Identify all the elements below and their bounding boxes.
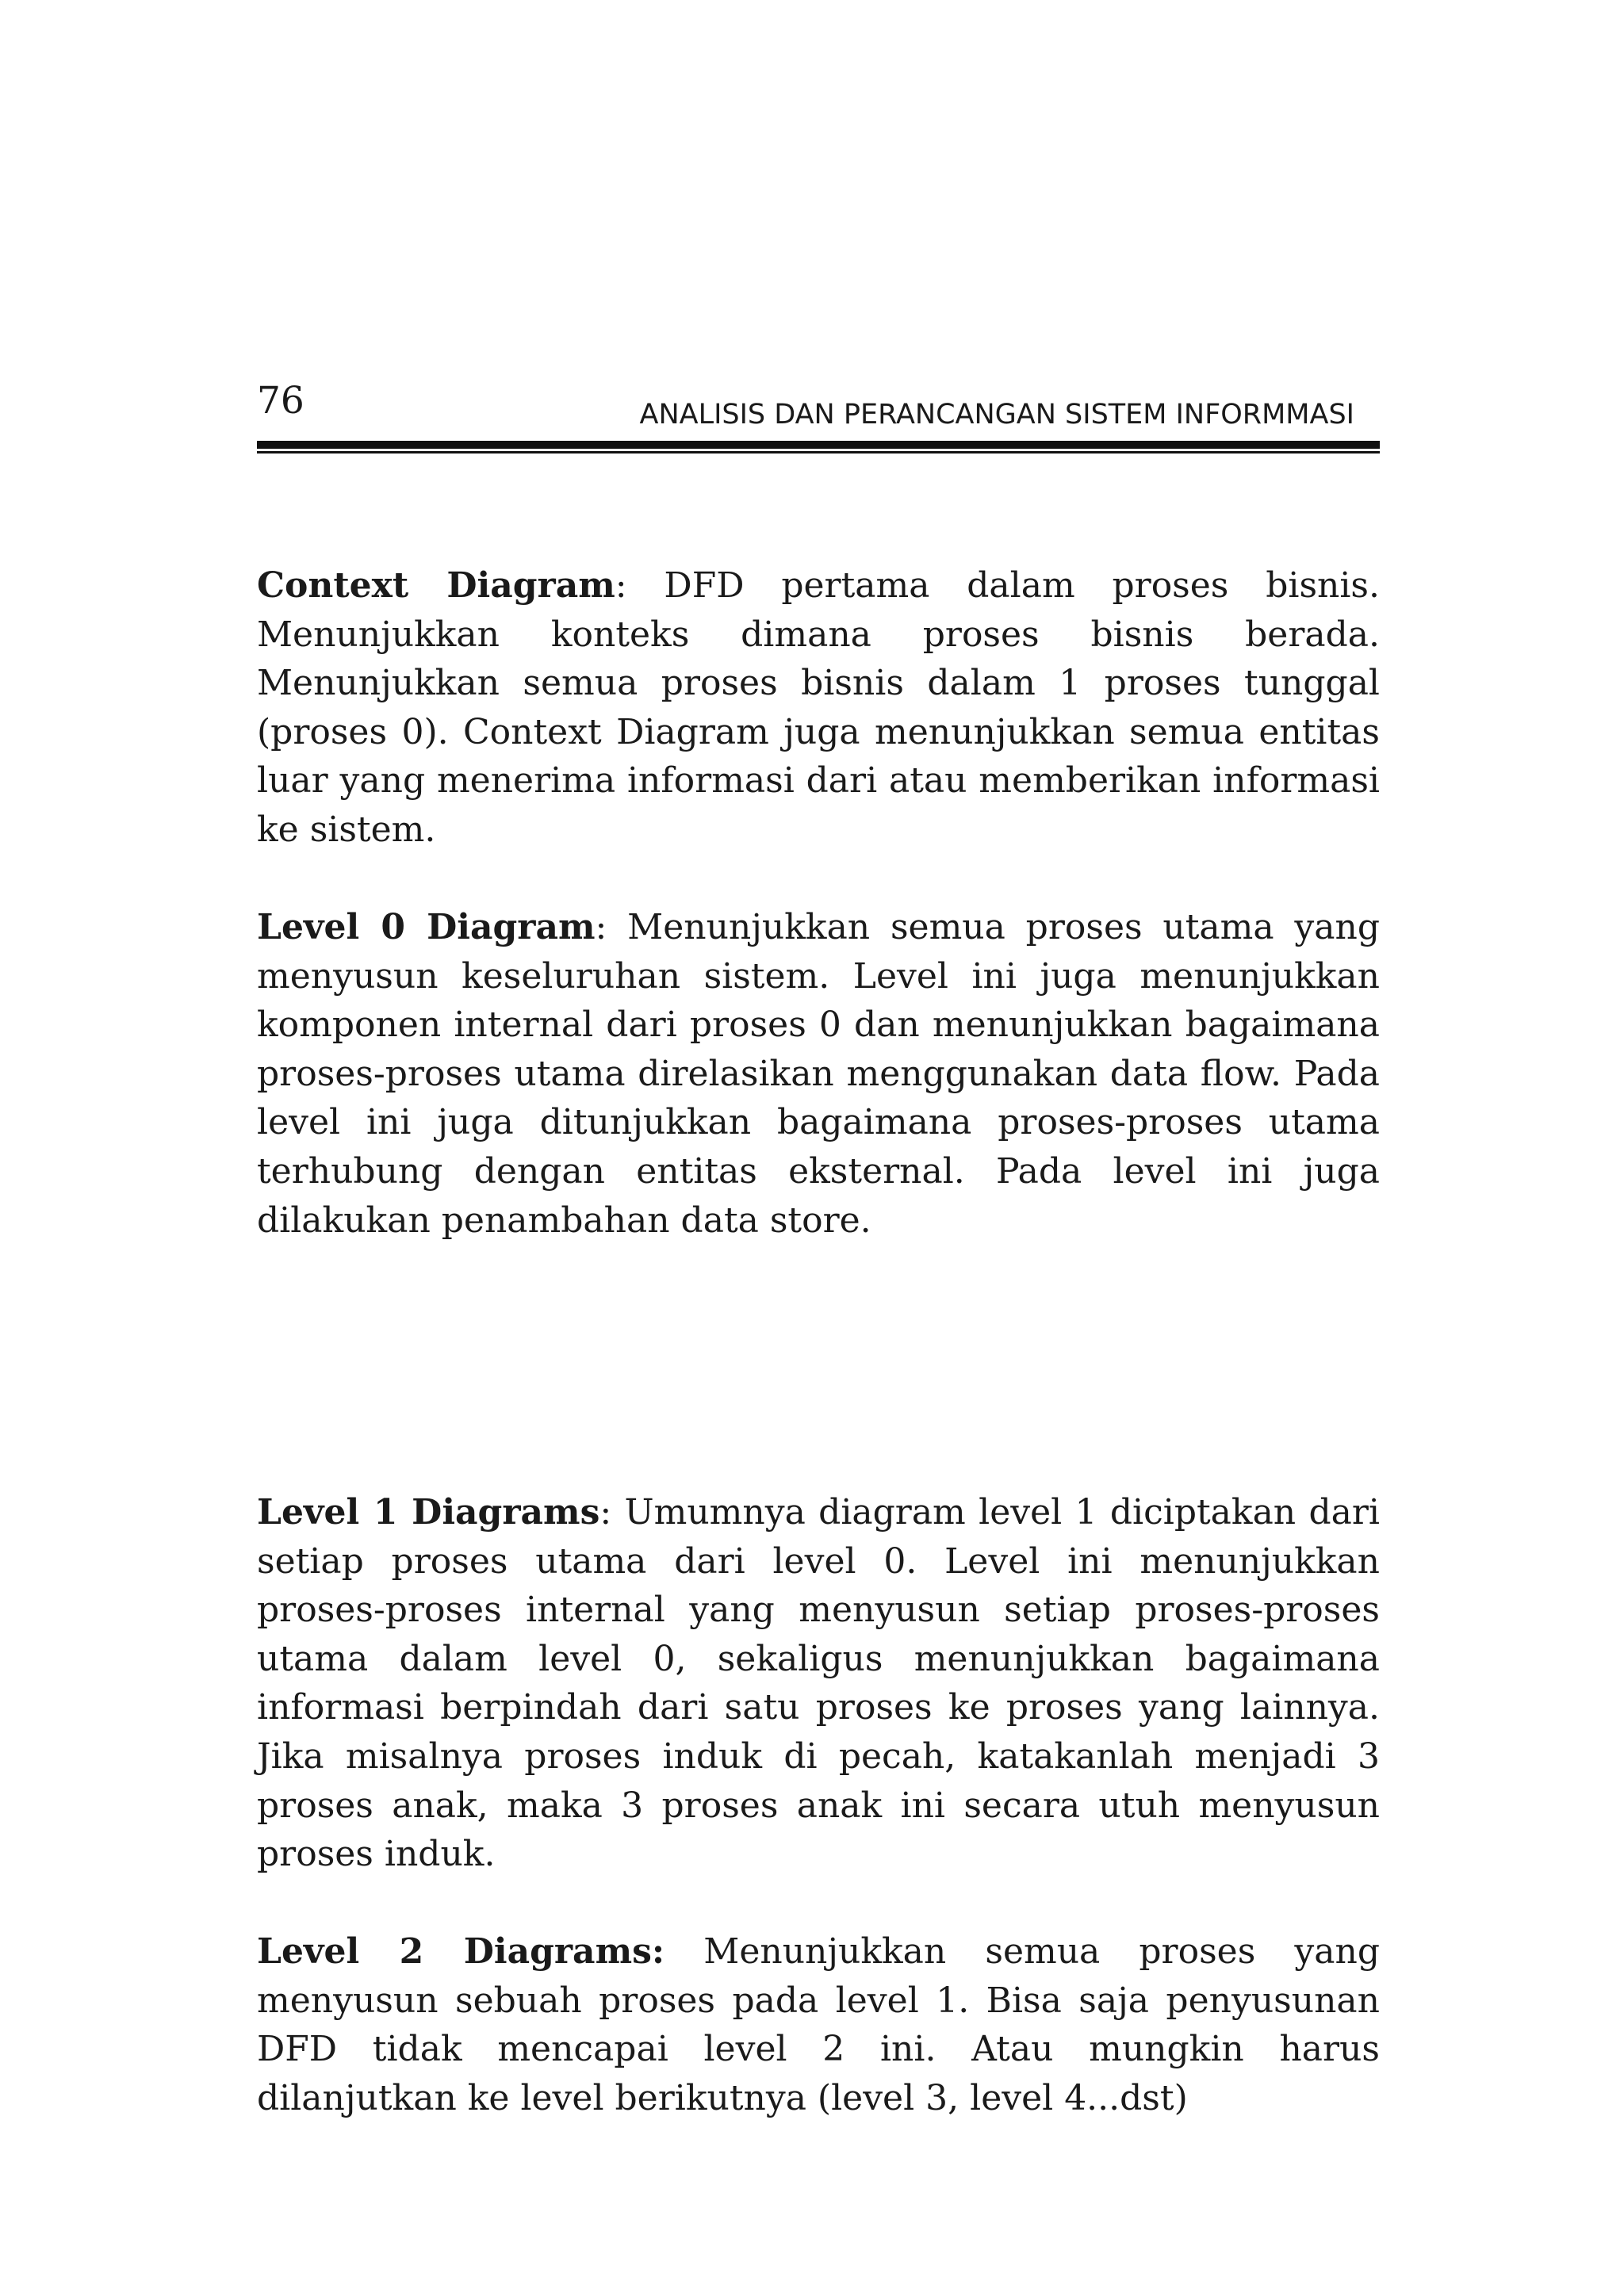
term-separator: :	[615, 565, 627, 606]
header-rule-thick	[257, 441, 1380, 449]
paragraph-text: Menunjukkan semua proses utama yang menyusun keseluruhan sistem. Level ini juga menunjukkan komponen internal dari proses 0 dan menunjukkan bagaimana proses-proses utama direlasikan menggunakan data flow. Pada level ini juga ditunjukkan bagaimana proses-proses utama terhubung dengan entitas eksternal. Pada level ini juga dilakukan penambahan data store.	[257, 907, 1380, 1241]
page-number: 76	[257, 379, 304, 423]
term-separator: :	[595, 907, 607, 947]
term-level-2-diagrams: Level 2 Diagrams:	[257, 1931, 665, 1972]
paragraph-text: Umumnya diagram level 1 diciptakan dari setiap proses utama dari level 0. Level ini menunjukkan proses-proses internal yang menyusun setiap proses-proses utama dalam level 0, sekaligus menunjukkan bagaimana informasi berpindah dari satu proses ke proses yang lainnya. Jika misalnya proses induk di pecah, katakanlah menjadi 3 proses anak, maka 3 proses anak ini secara utuh menyusun proses induk.	[257, 1492, 1380, 1875]
paragraph-text: DFD pertama dalam proses bisnis. Menunjukkan konteks dimana proses bisnis berada. Menunjukkan semua proses bisnis dalam 1 proses tunggal (proses 0). Context Diagram juga menunjukkan semua entitas luar yang menerima informasi dari atau memberikan informasi ke sistem.	[257, 565, 1380, 850]
term-level-0-diagram: Level 0 Diagram	[257, 907, 596, 947]
term-level-1-diagrams: Level 1 Diagrams	[257, 1492, 600, 1533]
running-head: ANALISIS DAN PERANCANGAN SISTEM INFORMMASI	[639, 399, 1354, 430]
paragraph-context-diagram	[257, 561, 1380, 855]
paragraph-level-2-diagrams	[257, 1927, 1380, 2122]
header-rule-thin	[257, 451, 1380, 453]
paragraph-text: Menunjukkan semua proses yang menyusun sebuah proses pada level 1. Bisa saja penyusunan DFD tidak mencapai level 2 ini. Atau mungkin harus dilanjutkan ke level berikutnya (level 3, level 4...dst)	[257, 1931, 1380, 2118]
term-separator: :	[599, 1492, 612, 1533]
term-context-diagram: Context Diagram	[257, 565, 615, 606]
paragraph-level-0-diagram	[257, 903, 1380, 1245]
paragraph-level-1-diagrams	[257, 1488, 1380, 1879]
